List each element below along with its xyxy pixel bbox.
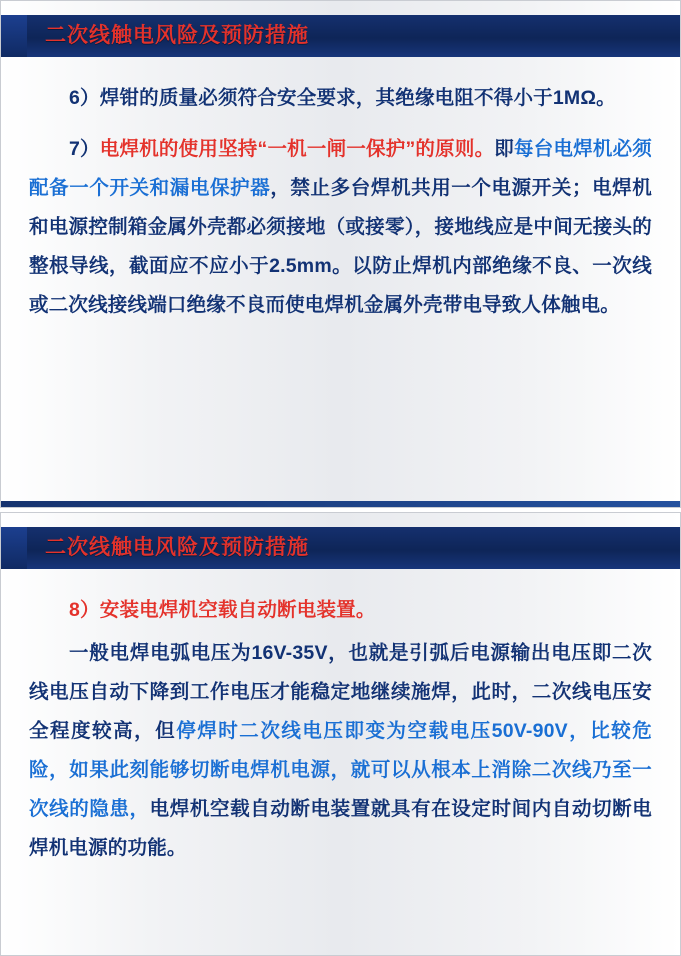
slide-2-body xyxy=(29,591,652,939)
slide-2-title: 二次线触电风险及预防措施 xyxy=(45,536,309,559)
title-accent-bar xyxy=(1,15,27,57)
text-run: 电焊机空载自动断电装置就具有在设定时间内自动切断电焊机电源的功能。 xyxy=(29,798,652,859)
text-run: 电焊机的使用坚持“一机一闸一保护”的原则。 xyxy=(99,138,495,160)
slide-1-body xyxy=(29,79,652,491)
text-run: 停焊时二次线电压即变为空载电压50V-90V，比较危险，如果此刻能够切断电焊机电源，就可以从根本上消除二次线乃至一次线的隐患， xyxy=(29,720,652,820)
slide-1-bottom-rule xyxy=(1,501,680,507)
text-run: 6）焊钳的质量必须符合安全要求 xyxy=(69,87,356,109)
text-run: 一般电焊电弧电压为16V-35V，也就是引弧后电源输出电压即二次线电压自动下降到工作电压才能稳定地继续施焊，此时，二次线电压安全程度较高，但 xyxy=(29,642,652,742)
text-run: 每台电焊机必须配备一个开关和漏电保护器 xyxy=(29,138,653,199)
text-run: ，禁止多台焊机共用一个电源开关；电焊机和电源控制箱金属外壳都必须接地（或接零），接地线应是中间无接头的整根导线，截面应不应小于2.5mm。以防止焊机内部绝缘不良、一次线或二次线接线端口绝缘不良而使电焊机金属外壳带电导致人体触电。 xyxy=(29,177,652,316)
text-run: 8）安装电焊机空载自动断电装置。 xyxy=(69,599,376,621)
text-run: 7） xyxy=(69,138,100,160)
slide-1-title: 二次线触电风险及预防措施 xyxy=(45,24,309,47)
slide-2-paragraph-1 xyxy=(29,591,652,630)
slide-2-paragraph-2 xyxy=(29,634,652,868)
slide-1-paragraph-1 xyxy=(29,79,652,118)
text-run: ，其绝缘电阻不得小于1MΩ。 xyxy=(355,87,616,109)
title-accent-bar xyxy=(1,527,27,569)
paragraph-spacer xyxy=(29,122,652,130)
slide-1-paragraph-2 xyxy=(29,130,652,325)
text-run: 即 xyxy=(494,138,515,160)
slide-2 xyxy=(0,512,681,956)
